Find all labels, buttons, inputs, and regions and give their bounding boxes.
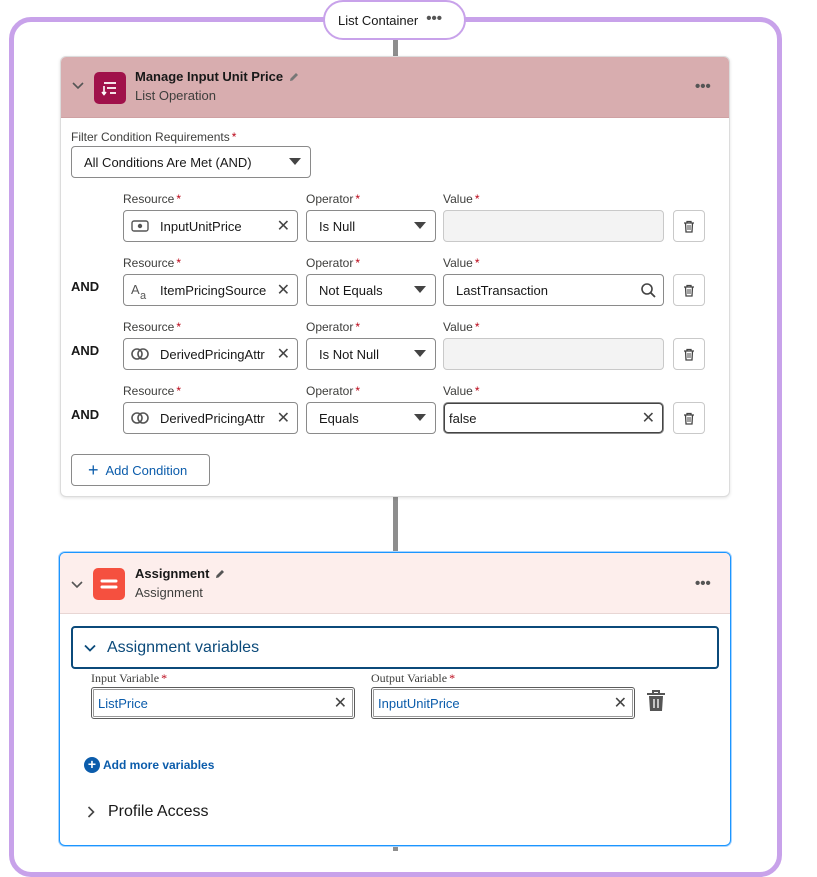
condition-rows (61, 191, 730, 447)
and-label: AND (71, 343, 100, 358)
clear-icon[interactable]: ✕ (641, 410, 655, 427)
required-mark: * (176, 320, 182, 334)
resource-input[interactable] (123, 274, 298, 306)
variable-icon (130, 217, 150, 235)
required-mark: * (355, 320, 361, 334)
required-mark: * (355, 192, 361, 206)
output-variable-value: InputUnitPrice (378, 696, 460, 711)
operator-label: Operator (306, 256, 354, 270)
operator-label: Operator (306, 192, 354, 206)
search-icon[interactable] (640, 282, 657, 302)
clear-icon[interactable]: ✕ (276, 410, 290, 427)
chevron-down-icon (83, 641, 97, 655)
required-mark: * (231, 130, 237, 144)
resource-label: Resource (123, 320, 175, 334)
value-input[interactable] (443, 210, 664, 242)
value-value: LastTransaction (456, 282, 549, 298)
clear-icon[interactable]: ✕ (276, 282, 290, 299)
clear-icon[interactable]: ✕ (333, 695, 347, 712)
value-value: false (449, 410, 477, 426)
clear-icon[interactable]: ✕ (276, 218, 290, 235)
input-variable-value: ListPrice (98, 696, 148, 711)
profile-access-label: Profile Access (108, 803, 209, 820)
value-label: Value (443, 256, 473, 270)
operator-label: Operator (306, 320, 354, 334)
resource-label: Resource (123, 384, 175, 398)
operator-select[interactable] (306, 210, 436, 242)
resource-value: ItemPricingSource (160, 282, 267, 298)
svg-text:a: a (140, 290, 147, 301)
required-mark: * (355, 256, 361, 270)
collapse-chevron-icon[interactable] (70, 577, 84, 594)
condition-row (61, 319, 730, 379)
plus-icon: + (88, 460, 99, 480)
dropdown-caret-icon (414, 222, 426, 229)
required-mark: * (355, 384, 361, 398)
dropdown-caret-icon (289, 158, 301, 165)
assignment-card (59, 552, 731, 846)
delete-condition-button[interactable] (673, 210, 705, 242)
svg-text:A: A (131, 282, 140, 297)
output-variable-field[interactable] (371, 687, 635, 719)
flow-connector (393, 497, 398, 552)
card-title: Assignment (135, 566, 210, 581)
trash-icon (683, 348, 695, 361)
list-operation-card (60, 56, 730, 497)
edit-pencil-icon[interactable] (214, 568, 226, 580)
delete-condition-button[interactable] (673, 402, 705, 434)
assignment-variables-section-header[interactable] (71, 626, 719, 669)
link-icon (130, 345, 150, 363)
delete-variable-trash-icon[interactable] (646, 689, 666, 718)
resource-input[interactable] (123, 402, 298, 434)
profile-access-section-header[interactable] (84, 803, 208, 821)
resource-value: DerivedPricingAttr (160, 410, 265, 426)
required-mark: * (176, 256, 182, 270)
condition-row (61, 383, 730, 443)
text-type-icon (130, 281, 150, 299)
operator-value: Is Not Null (319, 346, 379, 362)
edit-pencil-icon[interactable] (288, 71, 300, 83)
filter-condition-select[interactable] (71, 146, 311, 178)
card-subtitle: Assignment (135, 585, 203, 600)
output-variable-label: Output Variable (371, 671, 448, 685)
resource-value: DerivedPricingAttr (160, 346, 265, 362)
card-title: Manage Input Unit Price (135, 69, 284, 84)
value-input[interactable] (444, 403, 663, 433)
required-mark: * (474, 320, 480, 334)
required-mark: * (161, 671, 168, 685)
condition-row (61, 191, 730, 251)
required-mark: * (176, 192, 182, 206)
and-label: AND (71, 279, 100, 294)
required-mark: * (449, 671, 456, 685)
required-mark: * (176, 384, 182, 398)
operator-value: Not Equals (319, 282, 383, 298)
value-input[interactable] (443, 338, 664, 370)
resource-value: InputUnitPrice (160, 218, 242, 234)
plus-circle-icon: + (84, 757, 100, 773)
dropdown-caret-icon (414, 350, 426, 357)
resource-input[interactable] (123, 210, 298, 242)
list-container-label: List Container (338, 12, 419, 28)
required-mark: * (474, 384, 480, 398)
resource-label: Resource (123, 192, 175, 206)
value-label: Value (443, 192, 473, 206)
clear-icon[interactable]: ✕ (276, 346, 290, 363)
input-variable-label: Input Variable (91, 671, 160, 685)
flow-connector (393, 846, 398, 851)
value-input[interactable] (443, 274, 664, 306)
delete-condition-button[interactable] (673, 274, 705, 306)
resource-label: Resource (123, 256, 175, 270)
filter-condition-value: All Conditions Are Met (AND) (84, 154, 252, 170)
list-container-menu-icon[interactable]: ••• (426, 10, 442, 27)
operator-select[interactable] (306, 338, 436, 370)
link-icon (130, 409, 150, 427)
card-subtitle: List Operation (135, 88, 216, 103)
required-mark: * (474, 192, 480, 206)
resource-input[interactable] (123, 338, 298, 370)
delete-condition-button[interactable] (673, 338, 705, 370)
input-variable-field[interactable] (91, 687, 355, 719)
required-mark: * (474, 256, 480, 270)
condition-row (61, 255, 730, 315)
flow-connector (393, 40, 398, 57)
card-menu-icon[interactable]: ••• (695, 78, 711, 95)
collapse-chevron-icon[interactable] (71, 78, 85, 95)
and-label: AND (71, 407, 100, 422)
section-title: Assignment variables (107, 638, 260, 656)
list-operation-icon (94, 72, 126, 104)
trash-icon (683, 220, 695, 233)
card-menu-icon[interactable]: ••• (695, 575, 711, 592)
filter-condition-label: Filter Condition Requirements (71, 130, 230, 144)
operator-select[interactable] (306, 274, 436, 306)
add-more-label: Add more variables (103, 758, 215, 772)
dropdown-caret-icon (414, 286, 426, 293)
assignment-icon (93, 568, 125, 600)
value-label: Value (443, 320, 473, 334)
trash-icon (683, 284, 695, 297)
add-more-variables-link[interactable] (84, 757, 214, 773)
list-container-pill[interactable] (323, 0, 466, 40)
clear-icon[interactable]: ✕ (613, 695, 627, 712)
dropdown-caret-icon (414, 414, 426, 421)
trash-icon (683, 412, 695, 425)
add-condition-label: Add Condition (105, 462, 188, 478)
chevron-right-icon (84, 805, 98, 819)
operator-value: Is Null (319, 218, 356, 234)
operator-label: Operator (306, 384, 354, 398)
operator-select[interactable] (306, 402, 436, 434)
assignment-header (60, 553, 730, 614)
add-condition-button[interactable] (71, 454, 210, 486)
operator-value: Equals (319, 410, 359, 426)
list-operation-header (61, 57, 729, 118)
value-label: Value (443, 384, 473, 398)
